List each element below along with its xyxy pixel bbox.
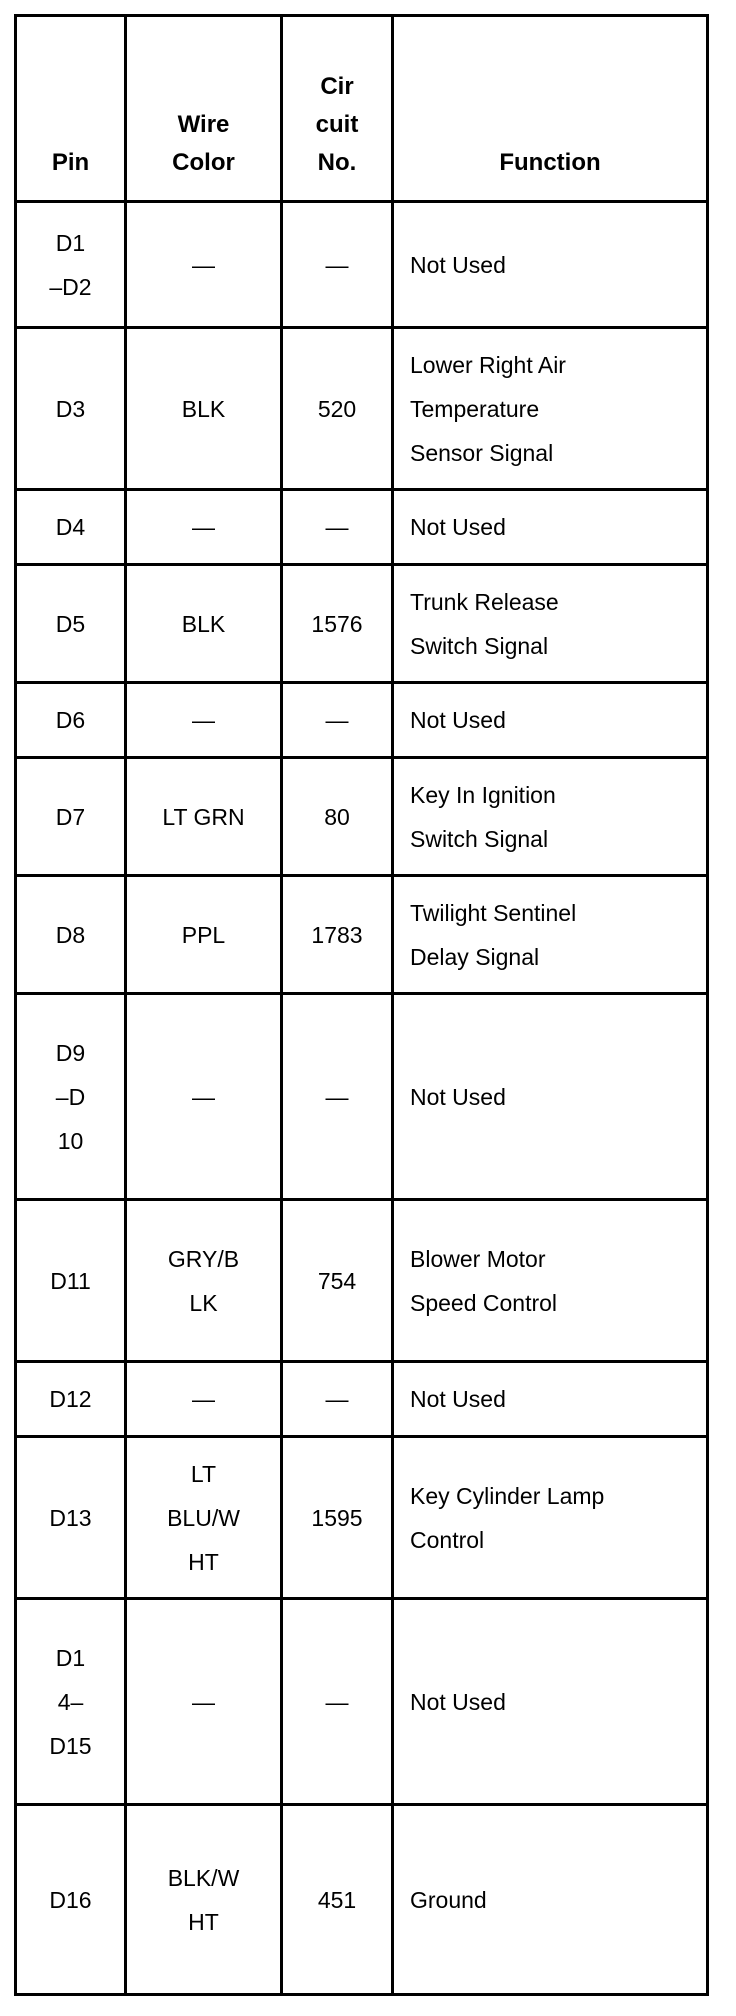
cell-wire-color: —: [126, 1599, 282, 1805]
connector-pinout-table: [14, 14, 709, 1996]
cell-function: Ground: [393, 1805, 708, 1995]
cell-pin: D13: [16, 1437, 126, 1599]
cell-wire-color: PPL: [126, 876, 282, 994]
cell-pin: D1 4– D15: [16, 1599, 126, 1805]
cell-circuit-no: —: [282, 1362, 393, 1437]
cell-circuit-no: 754: [282, 1200, 393, 1362]
cell-pin: D11: [16, 1200, 126, 1362]
table-row: [16, 1437, 708, 1599]
cell-function: Not Used: [393, 994, 708, 1200]
table-row: [16, 202, 708, 328]
header-wire-color: Wire Color: [126, 16, 282, 202]
cell-wire-color: LT GRN: [126, 758, 282, 876]
cell-circuit-no: 1576: [282, 565, 393, 683]
cell-function: Blower Motor Speed Control: [393, 1200, 708, 1362]
cell-wire-color: —: [126, 1362, 282, 1437]
cell-circuit-no: —: [282, 683, 393, 758]
cell-circuit-no: 80: [282, 758, 393, 876]
cell-circuit-no: —: [282, 994, 393, 1200]
header-row: [16, 16, 708, 202]
cell-circuit-no: —: [282, 202, 393, 328]
table-row: [16, 565, 708, 683]
cell-function: Not Used: [393, 1362, 708, 1437]
cell-function: Not Used: [393, 202, 708, 328]
cell-wire-color: —: [126, 994, 282, 1200]
cell-function: Key In Ignition Switch Signal: [393, 758, 708, 876]
table-row: [16, 1805, 708, 1995]
cell-wire-color: LT BLU/W HT: [126, 1437, 282, 1599]
cell-circuit-no: —: [282, 490, 393, 565]
cell-wire-color: BLK/W HT: [126, 1805, 282, 1995]
cell-function: Not Used: [393, 1599, 708, 1805]
cell-pin: D16: [16, 1805, 126, 1995]
header-function: Function: [393, 16, 708, 202]
table-row: [16, 1200, 708, 1362]
cell-wire-color: BLK: [126, 328, 282, 490]
cell-wire-color: BLK: [126, 565, 282, 683]
table-row: [16, 758, 708, 876]
cell-pin: D3: [16, 328, 126, 490]
table-row: [16, 490, 708, 565]
cell-pin: D5: [16, 565, 126, 683]
cell-function: Key Cylinder Lamp Control: [393, 1437, 708, 1599]
cell-circuit-no: 1783: [282, 876, 393, 994]
table-row: [16, 683, 708, 758]
header-circuit-no: Cir cuit No.: [282, 16, 393, 202]
cell-pin: D4: [16, 490, 126, 565]
cell-wire-color: —: [126, 683, 282, 758]
cell-function: Twilight Sentinel Delay Signal: [393, 876, 708, 994]
cell-function: Trunk Release Switch Signal: [393, 565, 708, 683]
cell-pin: D1 –D2: [16, 202, 126, 328]
cell-wire-color: GRY/B LK: [126, 1200, 282, 1362]
cell-function: Lower Right Air Temperature Sensor Signal: [393, 328, 708, 490]
connector-pinout-table-container: [14, 14, 706, 1996]
table-row: [16, 328, 708, 490]
cell-wire-color: —: [126, 490, 282, 565]
table-row: [16, 1599, 708, 1805]
cell-pin: D7: [16, 758, 126, 876]
cell-pin: D8: [16, 876, 126, 994]
table-row: [16, 994, 708, 1200]
cell-pin: D9 –D 10: [16, 994, 126, 1200]
cell-circuit-no: 520: [282, 328, 393, 490]
table-row: [16, 1362, 708, 1437]
cell-function: Not Used: [393, 490, 708, 565]
cell-circuit-no: —: [282, 1599, 393, 1805]
cell-pin: D12: [16, 1362, 126, 1437]
cell-function: Not Used: [393, 683, 708, 758]
header-pin: Pin: [16, 16, 126, 202]
table-row: [16, 876, 708, 994]
cell-circuit-no: 451: [282, 1805, 393, 1995]
cell-pin: D6: [16, 683, 126, 758]
cell-wire-color: —: [126, 202, 282, 328]
cell-circuit-no: 1595: [282, 1437, 393, 1599]
